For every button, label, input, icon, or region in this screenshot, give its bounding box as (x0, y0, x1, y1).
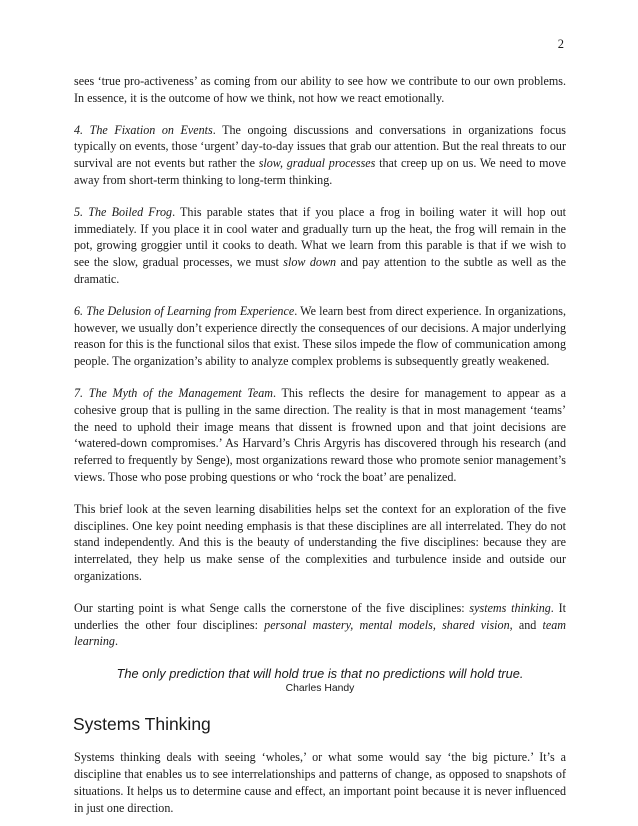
starting-emphasis: systems thinking (469, 600, 551, 615)
starting-text: and (512, 617, 543, 632)
paragraph-boiled-frog (74, 204, 566, 288)
epigraph-quote (74, 666, 566, 696)
item-title: 5. The Boiled Frog (74, 204, 173, 219)
quote-author: Charles Handy (285, 683, 355, 695)
starting-text: . (114, 634, 119, 649)
starting-emphasis: team learning (74, 617, 566, 649)
section-heading: Systems Thinking (73, 714, 211, 735)
starting-text: Our starting point is what Senge calls the cornerstone of the five disciplines: (74, 600, 470, 615)
item-text: . The ongoing discussions and conversations in organizations focus typically on events, those ‘urgent’ day-to-day issues that grab our attention. But the real threats to our survival are not events but rather the (74, 122, 566, 171)
paragraph-fixation-on-events (74, 122, 566, 189)
starting-text: . It underlies the other four disciplines: (74, 600, 566, 632)
item-text: that creep up on us. We need to move away from short-term thinking to long-term thinking. (74, 156, 566, 187)
starting-point-paragraph (74, 600, 566, 650)
item-emphasis: slow down (283, 255, 337, 270)
paragraph-delusion-of-learning (74, 303, 566, 370)
item-emphasis: slow, gradual processes (258, 156, 376, 171)
item-text: and pay attention to the subtle as well as the dramatic. (74, 255, 566, 286)
page-number: 2 (557, 37, 564, 51)
intro-text: sees ‘true pro-activeness’ as coming from our ability to see how we contribute to our own problems. In essence, it is the outcome of how we think, not how we react emotionally. (74, 74, 566, 105)
item-title: 4. The Fixation on Events (74, 122, 213, 137)
summary-paragraph (74, 501, 566, 585)
item-title: 6. The Delusion of Learning from Experience (74, 303, 295, 318)
intro-paragraph (74, 73, 566, 107)
quote-text: The only prediction that will hold true is that no predictions will hold true. (116, 666, 524, 682)
paragraph-myth-of-management-team (74, 385, 566, 486)
item-title: 7. The Myth of the Management Team (74, 385, 274, 400)
item-text: . This parable states that if you place a frog in boiling water it will hop out immediately. If you place it in cool water and gradually turn up the heat, the frog will remain in the pot, growing groggier until it cooks to death. What we learn from this parable is that if we wish to see the slow, gradual processes, we must (74, 204, 567, 270)
item-text: . We learn best from direct experience. In organizations, however, we usually don’t experience directly the consequences of our decisions. A major underlying reason for this is the functional silos that exist. These silos impede the flow of communication among people. The organization’s ability to analyze complex problems is subsequently greatly weakened. (74, 303, 567, 369)
summary-text: This brief look at the seven learning disabilities helps set the context for an exploration of the five disciplines. One key point needing emphasis is that these disciplines are all interrelated. They do not stand independently. And this is the beauty of understanding the five disciplines: because they are interrelated, they help us make sense of the complexities and turbulence inside and outside our organizations. (74, 501, 566, 583)
starting-emphasis: personal mastery, mental models, shared vision, (264, 617, 513, 632)
section-text: Systems thinking deals with seeing ‘wholes,’ or what some would say ‘the big picture.’ It’s a discipline that enables us to see interrelationships and patterns of change, as opposed to snapshots of situations. It helps us to determine cause and effect, an important point because it is never influenced in just one direction. (74, 750, 566, 815)
systems-thinking-paragraph (74, 749, 566, 816)
item-text: . This reflects the desire for management to appear as a cohesive group that is pulling in the same direction. The reality is that in most management ‘teams’ the need to uphold their image means that dissent is frowned upon and that joint decisions are ‘watered-down compromises.’ As Harvard’s Chris Argyris has discovered through his research (and referred to frequently by Senge), most organizations reward those who promote senior management’s views. Those who pose probing questions or who ‘rock the boat’ are penalized. (74, 385, 566, 484)
